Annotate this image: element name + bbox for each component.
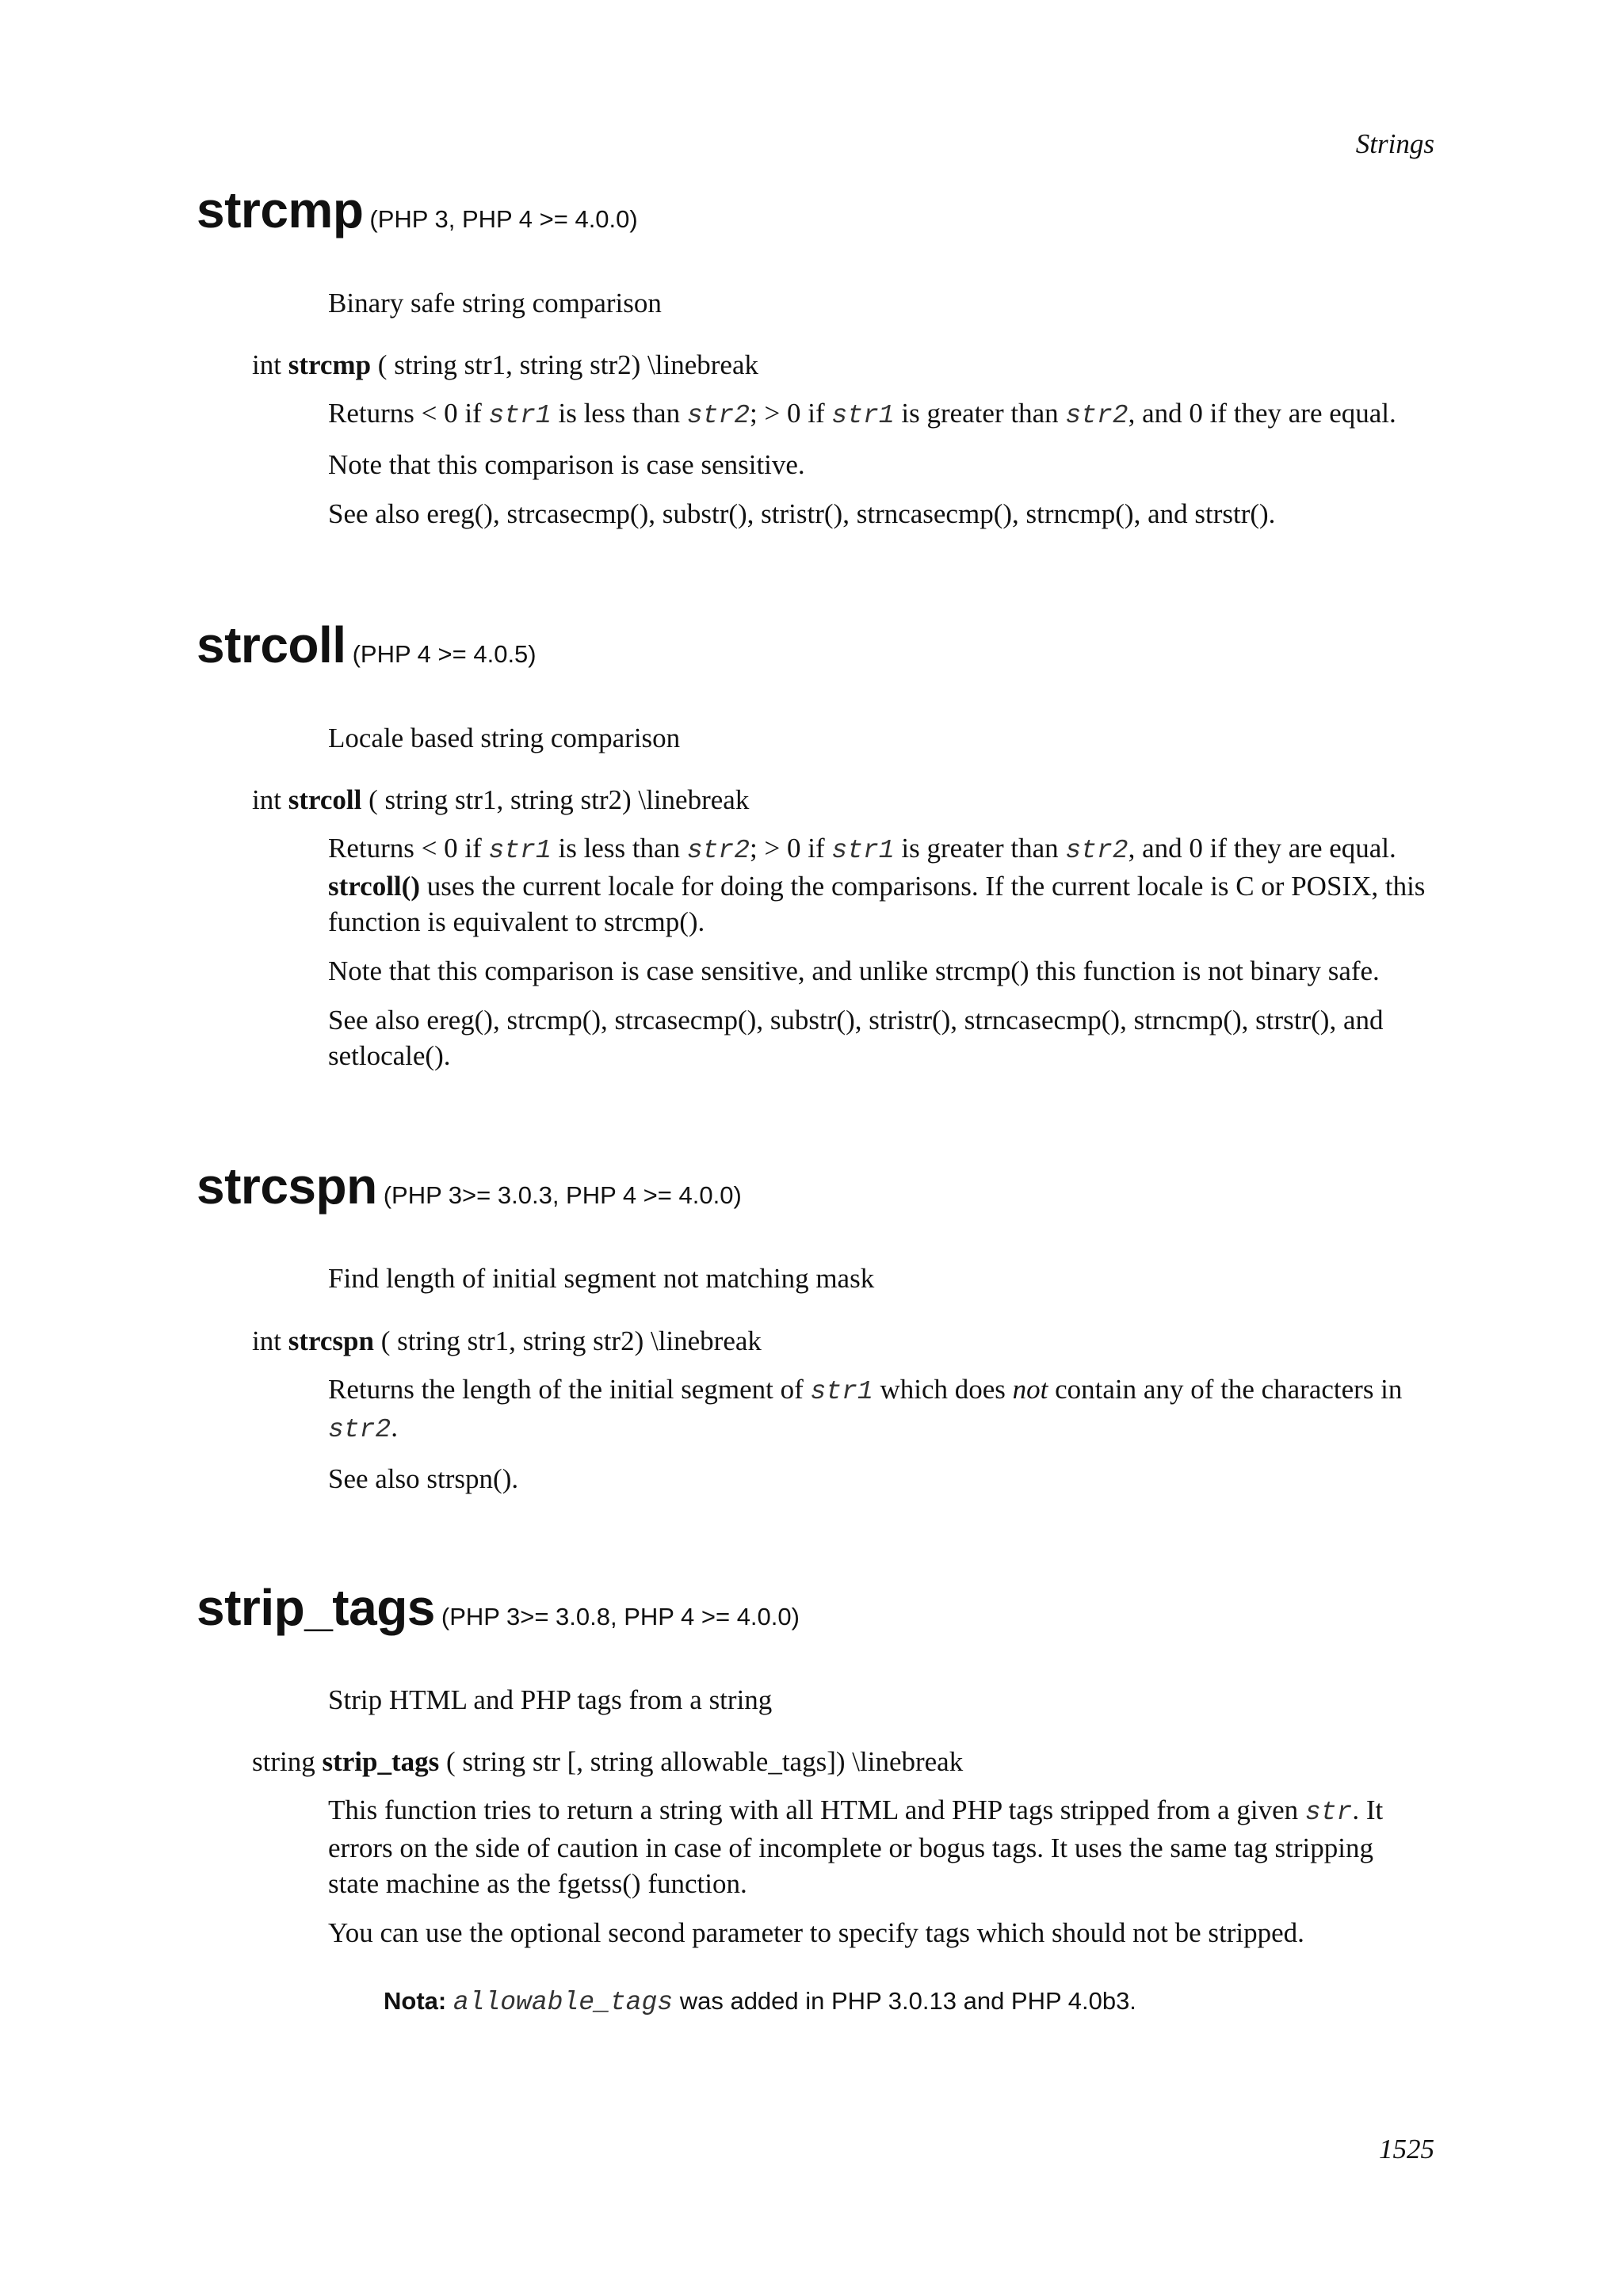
param: str [1304,1798,1353,1827]
return-type: int [252,784,281,815]
param: str1 [488,836,552,865]
function-version: (PHP 3>= 3.0.3, PHP 4 >= 4.0.0) [383,1181,742,1209]
param: allowable_tags [453,1988,674,2017]
param: str2 [686,836,750,865]
function-version: (PHP 3, PHP 4 >= 4.0.0) [369,205,638,233]
function-purpose: Strip HTML and PHP tags from a string [328,1684,773,1715]
return-type: int [252,349,281,380]
see-also: See also ereg(), strcmp(), strcasecmp(), substr(), stristr(), strncasecmp(), strncmp(), strstr(), and setlocale(). [328,1005,1384,1071]
param: str1 [831,836,895,865]
description-paragraph: You can use the optional second parameter to specify tags which should not be stripped. [328,1917,1304,1948]
function-synopsis [252,1325,762,1357]
description-paragraph: Returns < 0 if str1 is less than str2; > 0 if str1 is greater than str2, and 0 if they are equal. strcoll() uses the current locale for doing the comparisons. If the current locale is C or POSIX, this function is equivalent to strcmp(). [328,833,1426,937]
function-version: (PHP 4 >= 4.0.5) [352,640,537,668]
param: str2 [1065,836,1128,865]
see-also: See also ereg(), strcasecmp(), substr(), stristr(), strncasecmp(), strncmp(), and strstr(). [328,498,1276,529]
function-purpose: Find length of initial segment not matching mask [328,1263,875,1294]
function-name: strcoll [197,616,346,673]
return-type: string [252,1746,315,1777]
function-purpose: Locale based string comparison [328,723,681,753]
function-version: (PHP 3>= 3.0.8, PHP 4 >= 4.0.0) [441,1603,800,1630]
note-label: Nota: [384,1987,447,2015]
function-name: strcspn [197,1158,377,1215]
emphasis: not [1012,1374,1048,1405]
param: str2 [328,1415,391,1444]
description-paragraph: Returns < 0 if str1 is less than str2; > 0 if str1 is greater than str2, and 0 if they are equal. [328,398,1396,430]
description-paragraph: Returns the length of the initial segment of str1 which does not contain any of the characters in str2. [328,1374,1403,1444]
synopsis-name: strcmp [288,349,372,380]
synopsis-args: ( string str [, string allowable_tags]) \linebreak [446,1746,964,1777]
description-paragraph: Note that this comparison is case sensitive. [328,449,805,480]
description [328,395,1430,545]
synopsis-args: ( string str1, string str2) \linebreak [380,1325,762,1356]
description [328,830,1430,1087]
synopsis-args: ( string str1, string str2) \linebreak [369,784,750,815]
note [384,1987,1136,2017]
function-name: strcmp [197,181,364,238]
param: str1 [810,1377,873,1406]
entry-heading [197,181,638,239]
description [328,1792,1430,1964]
param: str1 [488,401,552,430]
description-paragraph: This function tries to return a string with all HTML and PHP tags stripped from a given str. It errors on the side of caution in case of incomplete or bogus tags. It uses the same tag stripping state machine as the fgetss() function. [328,1794,1384,1899]
note-text: was added in PHP 3.0.13 and PHP 4.0b3. [673,1987,1136,2015]
running-head: Strings [1355,128,1434,159]
page-number: 1525 [1379,2134,1434,2164]
function-purpose: Binary safe string comparison [328,288,662,318]
function-name: strip_tags [197,1579,435,1636]
description [328,1371,1430,1510]
function-synopsis [252,784,749,816]
param: str2 [686,401,750,430]
synopsis-name: strip_tags [322,1746,440,1777]
param: str1 [831,401,895,430]
synopsis-name: strcoll [288,784,362,815]
return-type: int [252,1325,281,1356]
param: str2 [1065,401,1128,430]
description-paragraph: Note that this comparison is case sensitive, and unlike strcmp() this function is not binary safe. [328,955,1380,986]
function-synopsis [252,1746,963,1778]
entry-heading [197,1578,800,1637]
entry-heading [197,616,537,674]
see-also: See also strspn(). [328,1463,519,1494]
synopsis-args: ( string str1, string str2) \linebreak [377,349,758,380]
synopsis-name: strcspn [288,1325,374,1356]
function-ref: strcoll() [328,871,420,902]
entry-heading [197,1157,742,1215]
function-synopsis [252,349,758,381]
